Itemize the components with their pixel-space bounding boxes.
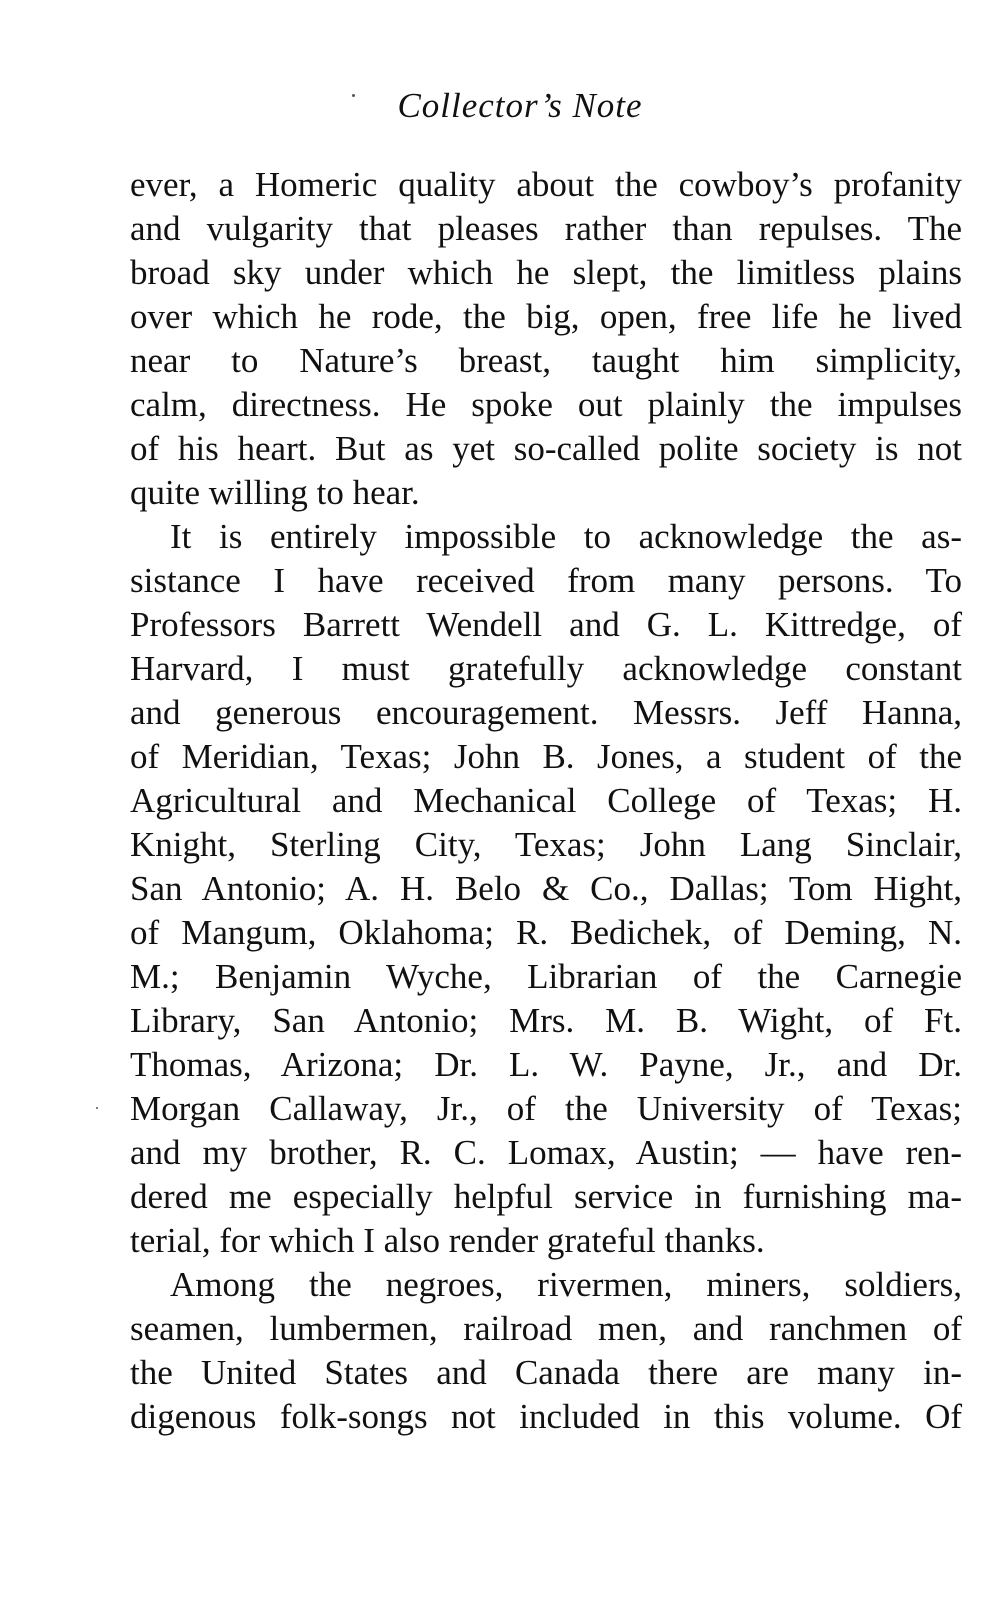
text-line: and vulgarity that pleases rather than repulses. The	[130, 209, 962, 248]
text-line: and my brother, R. C. Lomax, Austin; — have ren-	[130, 1133, 962, 1172]
paragraph-1	[130, 163, 962, 515]
text-line: broad sky under which he slept, the limitless plains	[130, 253, 962, 292]
text-line: and generous encouragement. Messrs. Jeff Hanna,	[130, 693, 962, 732]
text-line: near to Nature’s breast, taught him simplicity,	[130, 341, 962, 380]
text-line: terial, for which I also render grateful thanks.	[130, 1221, 765, 1260]
print-speck	[352, 94, 355, 97]
text-line: digenous folk-songs not included in this volume. Of	[130, 1397, 962, 1436]
text-line: seamen, lumbermen, railroad men, and ranchmen of	[130, 1309, 962, 1348]
body-text	[130, 163, 962, 1439]
running-head: Collector’s Note	[397, 86, 643, 125]
text-line: over which he rode, the big, open, free life he lived	[130, 297, 962, 336]
text-line: dered me especially helpful service in furnishing ma-	[130, 1177, 962, 1216]
paragraph-2	[130, 515, 962, 1263]
text-line: calm, directness. He spoke out plainly the impulses	[130, 385, 962, 424]
text-line: Among the negroes, rivermen, miners, soldiers,	[170, 1265, 962, 1304]
text-line: sistance I have received from many persons. To	[130, 561, 962, 600]
text-line: It is entirely impossible to acknowledge the as-	[170, 517, 962, 556]
text-line: Agricultural and Mechanical College of Texas; H.	[130, 781, 962, 820]
text-line: of his heart. But as yet so-called polite society is not	[130, 429, 962, 468]
text-line: quite willing to hear.	[130, 473, 420, 512]
text-line: of Meridian, Texas; John B. Jones, a student of the	[130, 737, 962, 776]
text-line: the United States and Canada there are many in-	[130, 1353, 962, 1392]
print-speck	[96, 1107, 98, 1109]
text-line: Knight, Sterling City, Texas; John Lang Sinclair,	[130, 825, 962, 864]
text-line: M.; Benjamin Wyche, Librarian of the Carnegie	[130, 957, 962, 996]
paragraph-3	[130, 1263, 962, 1439]
text-line: Professors Barrett Wendell and G. L. Kittredge, of	[130, 605, 962, 644]
text-line: ever, a Homeric quality about the cowboy’s profanity	[130, 165, 962, 204]
text-line: Thomas, Arizona; Dr. L. W. Payne, Jr., and Dr.	[130, 1045, 962, 1084]
text-line: Library, San Antonio; Mrs. M. B. Wight, of Ft.	[130, 1001, 962, 1040]
text-line: San Antonio; A. H. Belo & Co., Dallas; Tom Hight,	[130, 869, 962, 908]
text-line: of Mangum, Oklahoma; R. Bedichek, of Deming, N.	[130, 913, 962, 952]
text-line: Harvard, I must gratefully acknowledge constant	[130, 649, 962, 688]
text-line: Morgan Callaway, Jr., of the University of Texas;	[130, 1089, 962, 1128]
